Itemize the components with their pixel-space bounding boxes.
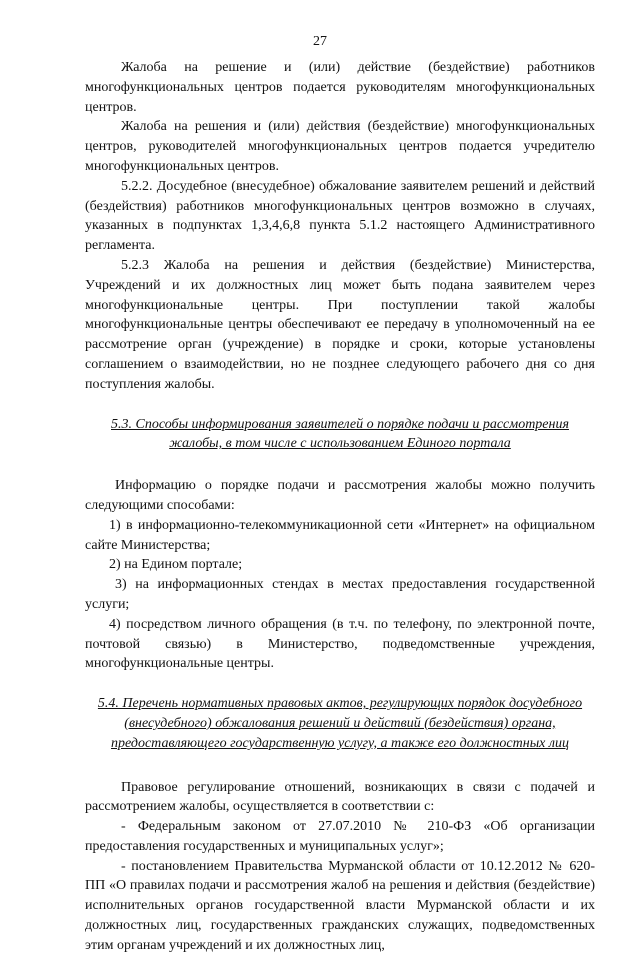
paragraph: 5.2.2. Досудебное (внесудебное) обжалование заявителем решений и действий (бездействия) работников многофункциональных центров возможно в случаях, указанных в подпунктах 1,3,4,6,8 пункта 5.1.2 настоящего Административного регламента.: [85, 178, 595, 254]
list-item: 2) на Едином портале;: [109, 557, 243, 573]
page-number: 27: [313, 34, 327, 49]
paragraph: Правовое регулирование отношений, возникающих в связи с подачей и рассмотрением жалобы, осуществляется в соответствии с:: [85, 779, 595, 815]
document-body: [85, 58, 595, 956]
list-item: - Федеральным законом от 27.07.2010 № 210-ФЗ «Об организации предоставления государственных и муниципальных услуг»;: [85, 819, 595, 854]
section-heading-5-3: 5.3. Способы информирования заявителей о порядке подачи и рассмотрения жалобы, в том числе с использованием Единого портала: [111, 416, 569, 452]
section-heading-5-4: 5.4. Перечень нормативных правовых актов, регулирующих порядок досудебного (внесудебного) обжалования решений и действий (бездействия) органа, предоставляющего государственную услугу, а также его должностных лиц: [97, 696, 583, 751]
list-item: 4) посредством личного обращения (в т.ч. по телефону, по электронной почте, почтовой связью) в Министерство, подведомственные учреждения, многофункциональные центры.: [85, 616, 595, 672]
list-item: - постановлением Правительства Мурманской области от 10.12.2012 № 620-ПП «О правилах подачи и рассмотрения жалоб на решения и действия (бездействие) исполнительных органов государственной власти Мурманской области и их должностных лиц, государственных гражданских служащих, подведомственных этим органам учреждений и их должностных лиц,: [85, 858, 595, 953]
paragraph: Информацию о порядке подачи и рассмотрения жалобы можно получить следующими способами:: [85, 478, 595, 513]
paragraph: 5.2.3 Жалоба на решения и действия (бездействие) Министерства, Учреждений и их должностных лиц может быть подана заявителем через многофункциональные центры. При поступлении такой жалобы многофункциональные центры обеспечивают ее передачу в уполномоченный на ее рассмотрение орган (учреждение) в порядке и сроки, которые установлены соглашением о взаимодействии, но не позднее следующего рабочего дня со дня поступления жалобы.: [85, 257, 595, 392]
paragraph: Жалоба на решение и (или) действие (бездействие) работников многофункциональных центров подается руководителям многофункциональных центров.: [85, 60, 595, 115]
list-item: 3) на информационных стендах в местах предоставления государственной услуги;: [85, 577, 595, 612]
paragraph: Жалоба на решения и (или) действия (бездействие) многофункциональных центров, руководителей многофункциональных центров подается учредителю многофункциональных центров.: [85, 119, 595, 174]
list-item: 1) в информационно-телекоммуникационной сети «Интернет» на официальном сайте Министерства;: [85, 517, 595, 553]
